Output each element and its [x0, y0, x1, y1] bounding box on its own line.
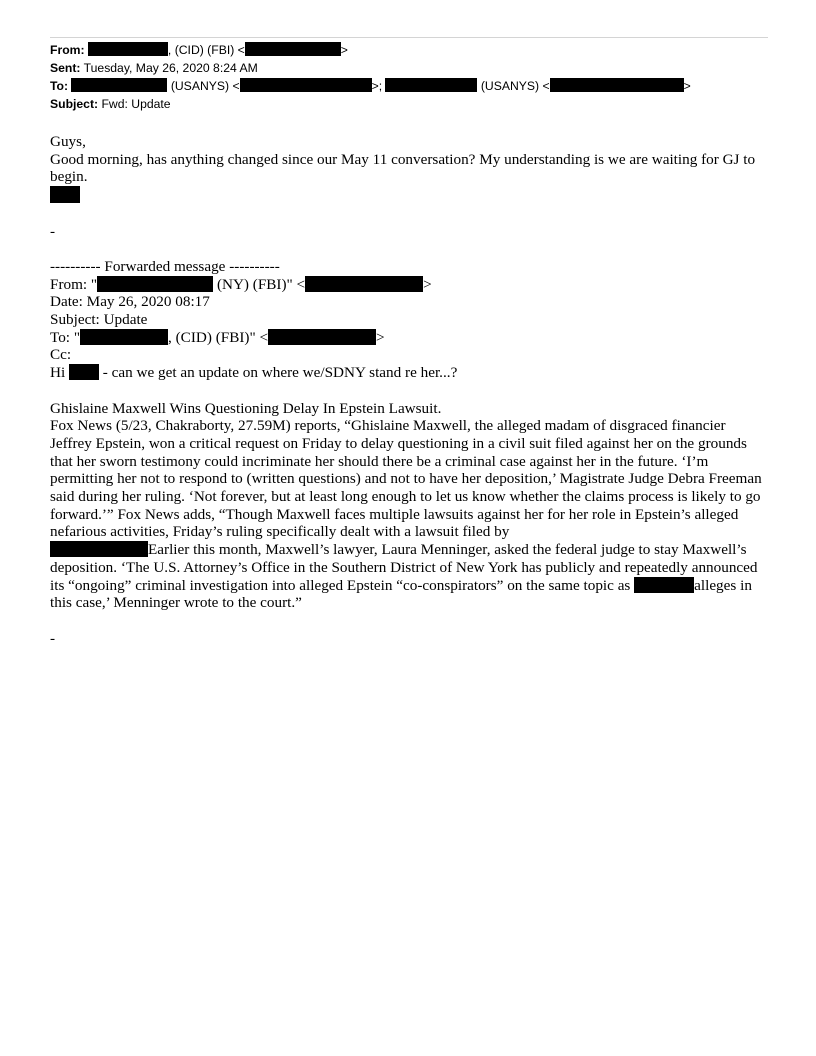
closing-dash: - [50, 629, 56, 647]
to-text-2: >; [371, 79, 386, 93]
hi-label: Hi [50, 364, 69, 382]
fwd-to-line [50, 329, 770, 347]
redaction-box [385, 78, 477, 92]
hi-line [50, 364, 770, 382]
fwd-to-text: , (CID) (FBI)" < [168, 328, 269, 346]
redaction-box [97, 276, 213, 292]
subject-label: Subject: [50, 97, 99, 111]
article-part-2: Earlier this month, Maxwell’s lawyer, Laura Menninger, asked the federal judge to stay Maxwell’s deposition. ‘The U.S. Attorney’s Office in the Southern District of New York has publicly and repeatedly announced its “ongoing” criminal investigation into alleged Epstein “co-conspirators” on the same topic as [50, 541, 758, 594]
subject-value: Fwd: Update [101, 97, 171, 111]
redaction-box [550, 78, 684, 92]
redaction-box [634, 577, 694, 593]
article-text [50, 417, 770, 612]
redaction-box [50, 541, 148, 557]
fwd-to-end: > [376, 328, 385, 346]
greeting: Guys, [50, 133, 86, 150]
from-label: From: [50, 43, 85, 57]
redaction-box [268, 329, 376, 345]
forwarded-header: ---------- Forwarded message ---------- [50, 257, 280, 275]
separator-dash: - [50, 222, 56, 240]
article-title: Ghislaine Maxwell Wins Questioning Delay In Epstein Lawsuit. [50, 399, 442, 417]
sent-value: Tuesday, May 26, 2020 8:24 AM [83, 61, 258, 75]
fwd-from-end: > [423, 275, 432, 293]
to-text-1: (USANYS) < [167, 79, 240, 93]
fwd-subject: Subject: Update [50, 311, 148, 328]
redaction-box [245, 42, 341, 56]
from-end: > [340, 43, 348, 57]
to-label: To: [50, 79, 69, 93]
email-header [50, 41, 770, 113]
redaction-box [50, 186, 80, 203]
to-text-3: (USANYS) < [477, 79, 550, 93]
sent-label: Sent: [50, 61, 81, 75]
fwd-from-text: (NY) (FBI)" < [213, 275, 306, 293]
redaction-box [305, 276, 423, 292]
fwd-date: Date: May 26, 2020 08:17 [50, 293, 210, 311]
signature-line [50, 186, 770, 205]
header-divider [50, 37, 768, 38]
article-part-3: alleges in this case,’ Menninger wrote to the court.” [50, 576, 752, 612]
email-body [50, 133, 770, 647]
from-text: , (CID) (FBI) < [167, 43, 245, 57]
redaction-box [69, 364, 99, 380]
subject-line [50, 95, 770, 113]
redaction-box [240, 78, 372, 92]
to-line [50, 77, 770, 95]
to-end: > [683, 79, 691, 93]
hi-text: - can we get an update on where we/SDNY stand re her...? [98, 364, 458, 382]
fwd-from-label: From: " [50, 275, 98, 293]
from-line [50, 41, 770, 59]
redaction-box [80, 329, 168, 345]
message-text: Good morning, has anything changed since our May 11 conversation? My understanding is we are waiting for GJ to begin. [50, 150, 756, 186]
article-part-1: Fox News (5/23, Chakraborty, 27.59M) reports, “Ghislaine Maxwell, the alleged madam of disgraced financier Jeffrey Epstein, won a critical request on Friday to delay questioning in a civil suit filed against her on the grounds that her sworn testimony could incriminate her should there be a criminal case against her in the future. ‘I’m permitting her not to respond to (written questions) and not to have her deposition,’ Magistrate Judge Debra Freeman said during her ruling. ‘Not forever, but at least long enough to let us know whether the claims process is likely to go forward.’” Fox News adds, “Though Maxwell faces multiple lawsuits against her for her role in Epstein’s alleged nefarious activities, Friday’s ruling specifically dealt with a lawsuit filed by [50, 417, 762, 541]
redaction-box [88, 42, 168, 56]
fwd-from-line [50, 276, 770, 294]
fwd-to-label: To: " [50, 328, 81, 346]
redaction-box [71, 78, 167, 92]
fwd-cc: Cc: [50, 346, 72, 364]
sent-line [50, 59, 770, 77]
